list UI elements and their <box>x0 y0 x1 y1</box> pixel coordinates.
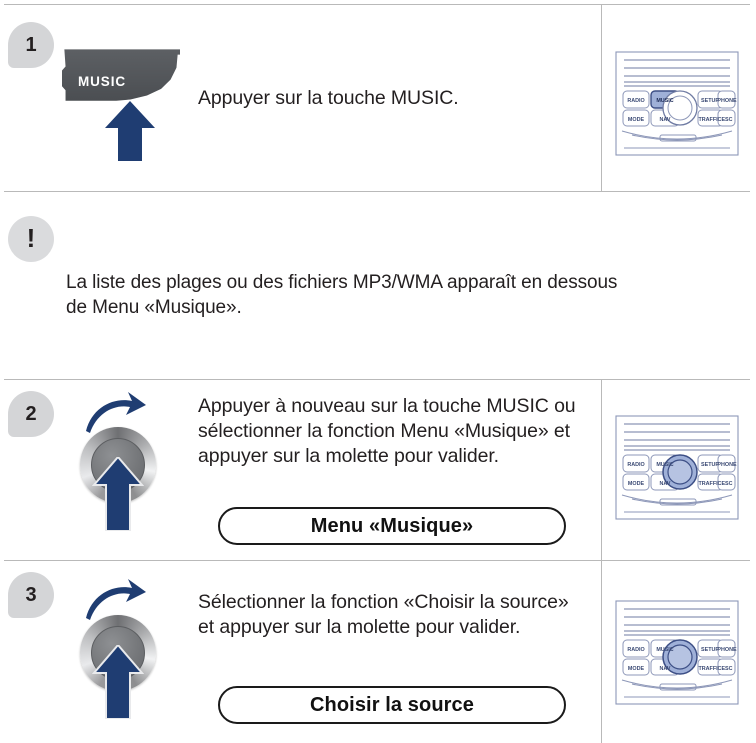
svg-text:PHONE: PHONE <box>717 98 737 104</box>
note-text: La liste des plages ou des fichiers MP3/WMA apparaît en dessous de Menu «Musique». <box>66 272 618 318</box>
step-2-badge: 2 <box>8 391 54 437</box>
audio-unit-step-2 <box>614 415 740 520</box>
step-1-row <box>0 4 756 191</box>
svg-text:PHONE: PHONE <box>717 462 737 468</box>
press-up-arrow-icon <box>92 457 144 536</box>
audio-unit-step-1 <box>614 51 740 156</box>
svg-text:TRAFFIC: TRAFFIC <box>698 117 722 123</box>
svg-text:MUSIC: MUSIC <box>656 647 674 653</box>
svg-text:TRAFFIC: TRAFFIC <box>698 666 722 672</box>
svg-text:MODE: MODE <box>627 117 645 123</box>
press-up-arrow-icon <box>92 645 144 724</box>
svg-text:NAV: NAV <box>659 117 671 123</box>
svg-text:TRAFFIC: TRAFFIC <box>698 481 722 487</box>
step-3-badge: 3 <box>8 572 54 618</box>
audio-unit-step-3 <box>614 600 740 705</box>
music-key-label: MUSIC <box>78 74 126 89</box>
svg-text:NAV: NAV <box>659 481 671 487</box>
step-1-badge: 1 <box>8 22 54 68</box>
svg-text:SETUP: SETUP <box>701 647 719 653</box>
step-2-instruction: Appuyer à nouveau sur la touche MUSIC ou sélectionner la fonction Menu «Musique» et appuyer sur la molette pour valider. <box>198 395 576 467</box>
svg-text:ESC: ESC <box>721 117 733 123</box>
svg-text:SETUP: SETUP <box>701 98 719 104</box>
svg-text:RADIO: RADIO <box>627 98 645 104</box>
svg-text:RADIO: RADIO <box>627 462 645 468</box>
svg-text:MUSIC: MUSIC <box>656 462 674 468</box>
svg-text:ESC: ESC <box>721 481 733 487</box>
svg-text:NAV: NAV <box>659 666 671 672</box>
svg-text:MODE: MODE <box>627 481 645 487</box>
note-row <box>0 191 756 379</box>
step-3-instruction: Sélectionner la fonction «Choisir la source» et appuyer sur la molette pour valider. <box>198 591 569 638</box>
step-3-source-pill[interactable]: Choisir la source <box>218 686 566 724</box>
step-2-menu-pill[interactable]: Menu «Musique» <box>218 507 566 545</box>
svg-text:ESC: ESC <box>721 666 733 672</box>
step-3-row <box>0 560 756 743</box>
step-2-row <box>0 379 756 560</box>
svg-text:MUSIC: MUSIC <box>656 98 674 104</box>
svg-text:MODE: MODE <box>627 666 645 672</box>
svg-text:SETUP: SETUP <box>701 462 719 468</box>
svg-text:RADIO: RADIO <box>627 647 645 653</box>
step-1-instruction: Appuyer sur la touche MUSIC. <box>198 87 459 109</box>
svg-text:PHONE: PHONE <box>717 647 737 653</box>
note-exclamation-icon: ! <box>8 216 54 262</box>
press-up-arrow-icon <box>103 101 157 166</box>
